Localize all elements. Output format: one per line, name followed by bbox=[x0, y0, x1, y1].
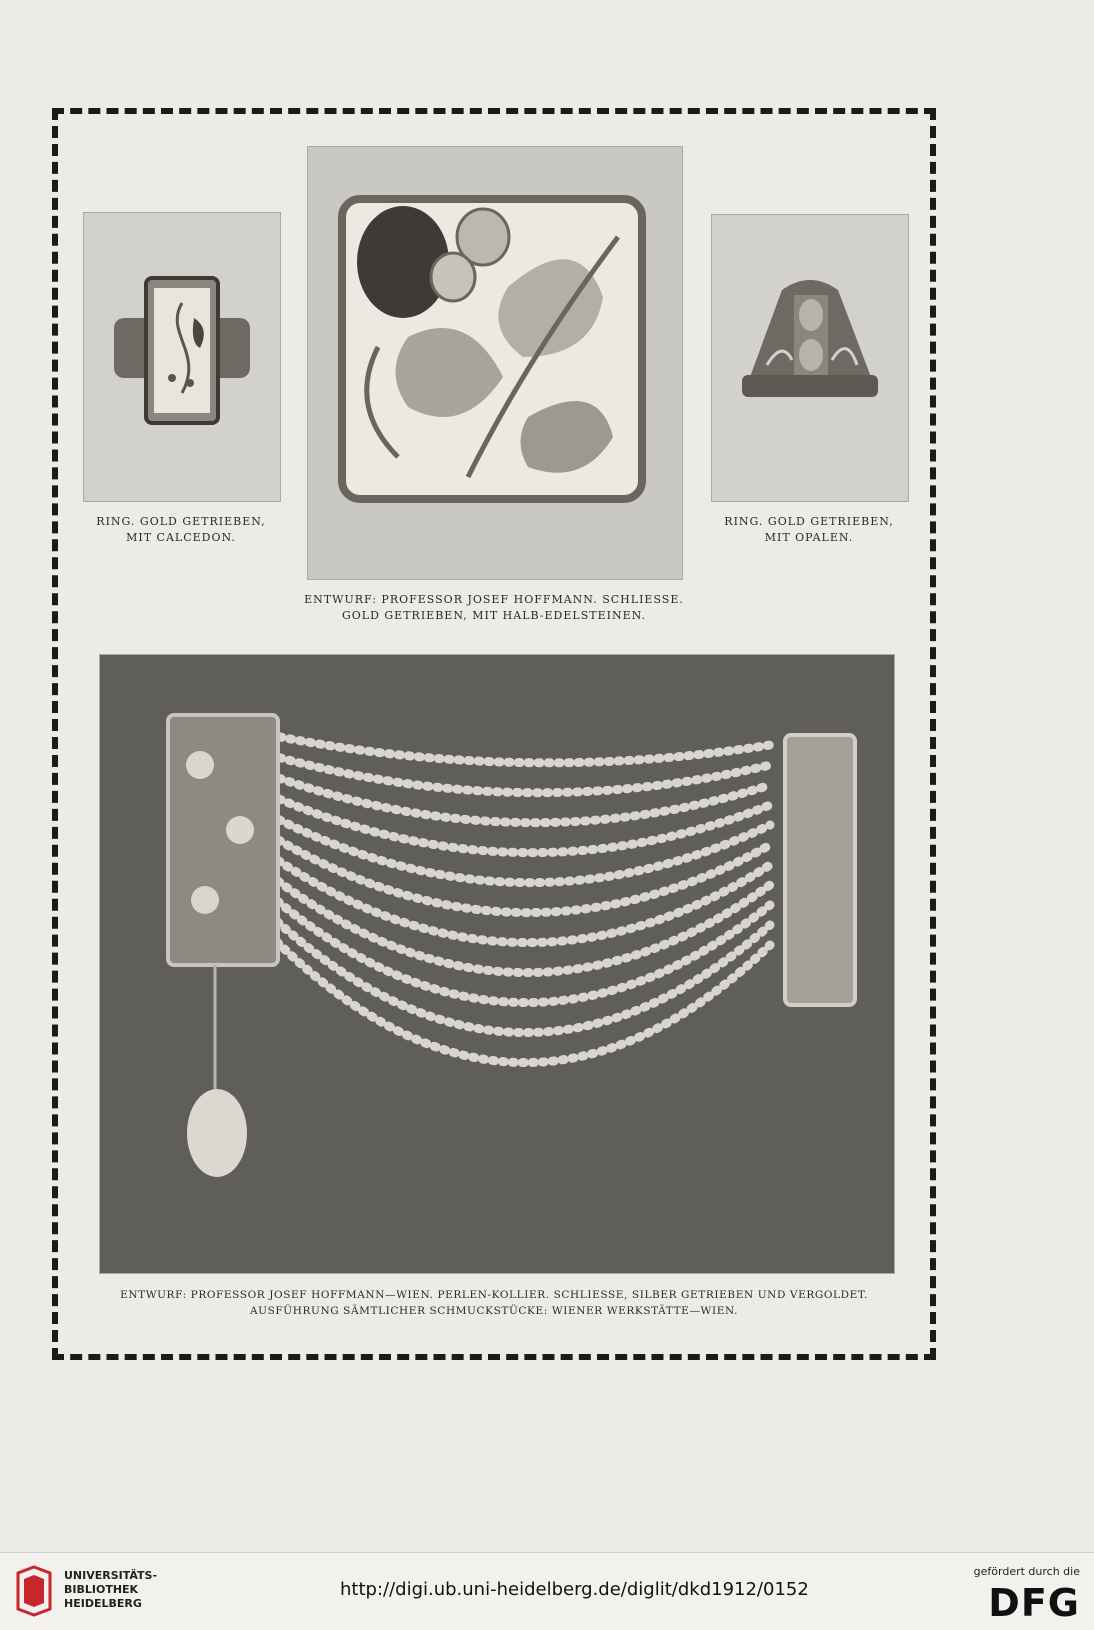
caption-brooch bbox=[260, 592, 728, 624]
caption-ring-opalen bbox=[698, 514, 920, 546]
caption-line: MIT OPALEN. bbox=[764, 531, 854, 544]
library-name bbox=[64, 1569, 157, 1611]
caption-line: AUSFÜHRUNG SÄMTLICHER SCHMUCKSTÜCKE: WIENER WERKSTÄTTE—WIEN. bbox=[249, 1305, 739, 1317]
caption-necklace bbox=[64, 1287, 924, 1319]
ring-opalen-photo bbox=[711, 214, 909, 502]
library-logo-icon bbox=[12, 1565, 56, 1617]
brooch-photo bbox=[307, 146, 683, 580]
sponsor-label: gefördert durch die bbox=[973, 1565, 1080, 1578]
footer-bar bbox=[0, 1552, 1094, 1630]
library-line: HEIDELBERG bbox=[64, 1597, 142, 1610]
caption-line: RING. GOLD GETRIEBEN, bbox=[96, 515, 266, 528]
dfg-logo: DFG bbox=[988, 1581, 1080, 1625]
source-url[interactable]: http://digi.ub.uni-heidelberg.de/diglit/dkd1912/0152 bbox=[340, 1579, 809, 1600]
pearl-necklace-photo bbox=[99, 654, 895, 1274]
ring-calcedon-photo bbox=[83, 212, 281, 502]
caption-line: GOLD GETRIEBEN, MIT HALB-EDELSTEINEN. bbox=[341, 609, 647, 622]
caption-line: MIT CALCEDON. bbox=[126, 531, 236, 544]
caption-line: ENTWURF: PROFESSOR JOSEF HOFFMANN—WIEN. PERLEN-KOLLIER. SCHLIESSE, SILBER GETRIEBEN UND VERGOLDET. bbox=[120, 1289, 868, 1301]
caption-line: ENTWURF: PROFESSOR JOSEF HOFFMANN. SCHLIESSE. bbox=[304, 593, 684, 606]
library-line: BIBLIOTHEK bbox=[64, 1583, 139, 1596]
caption-line: RING. GOLD GETRIEBEN, bbox=[724, 515, 894, 528]
library-line: UNIVERSITÄTS- bbox=[64, 1569, 158, 1582]
caption-ring-calcedon bbox=[70, 514, 292, 546]
